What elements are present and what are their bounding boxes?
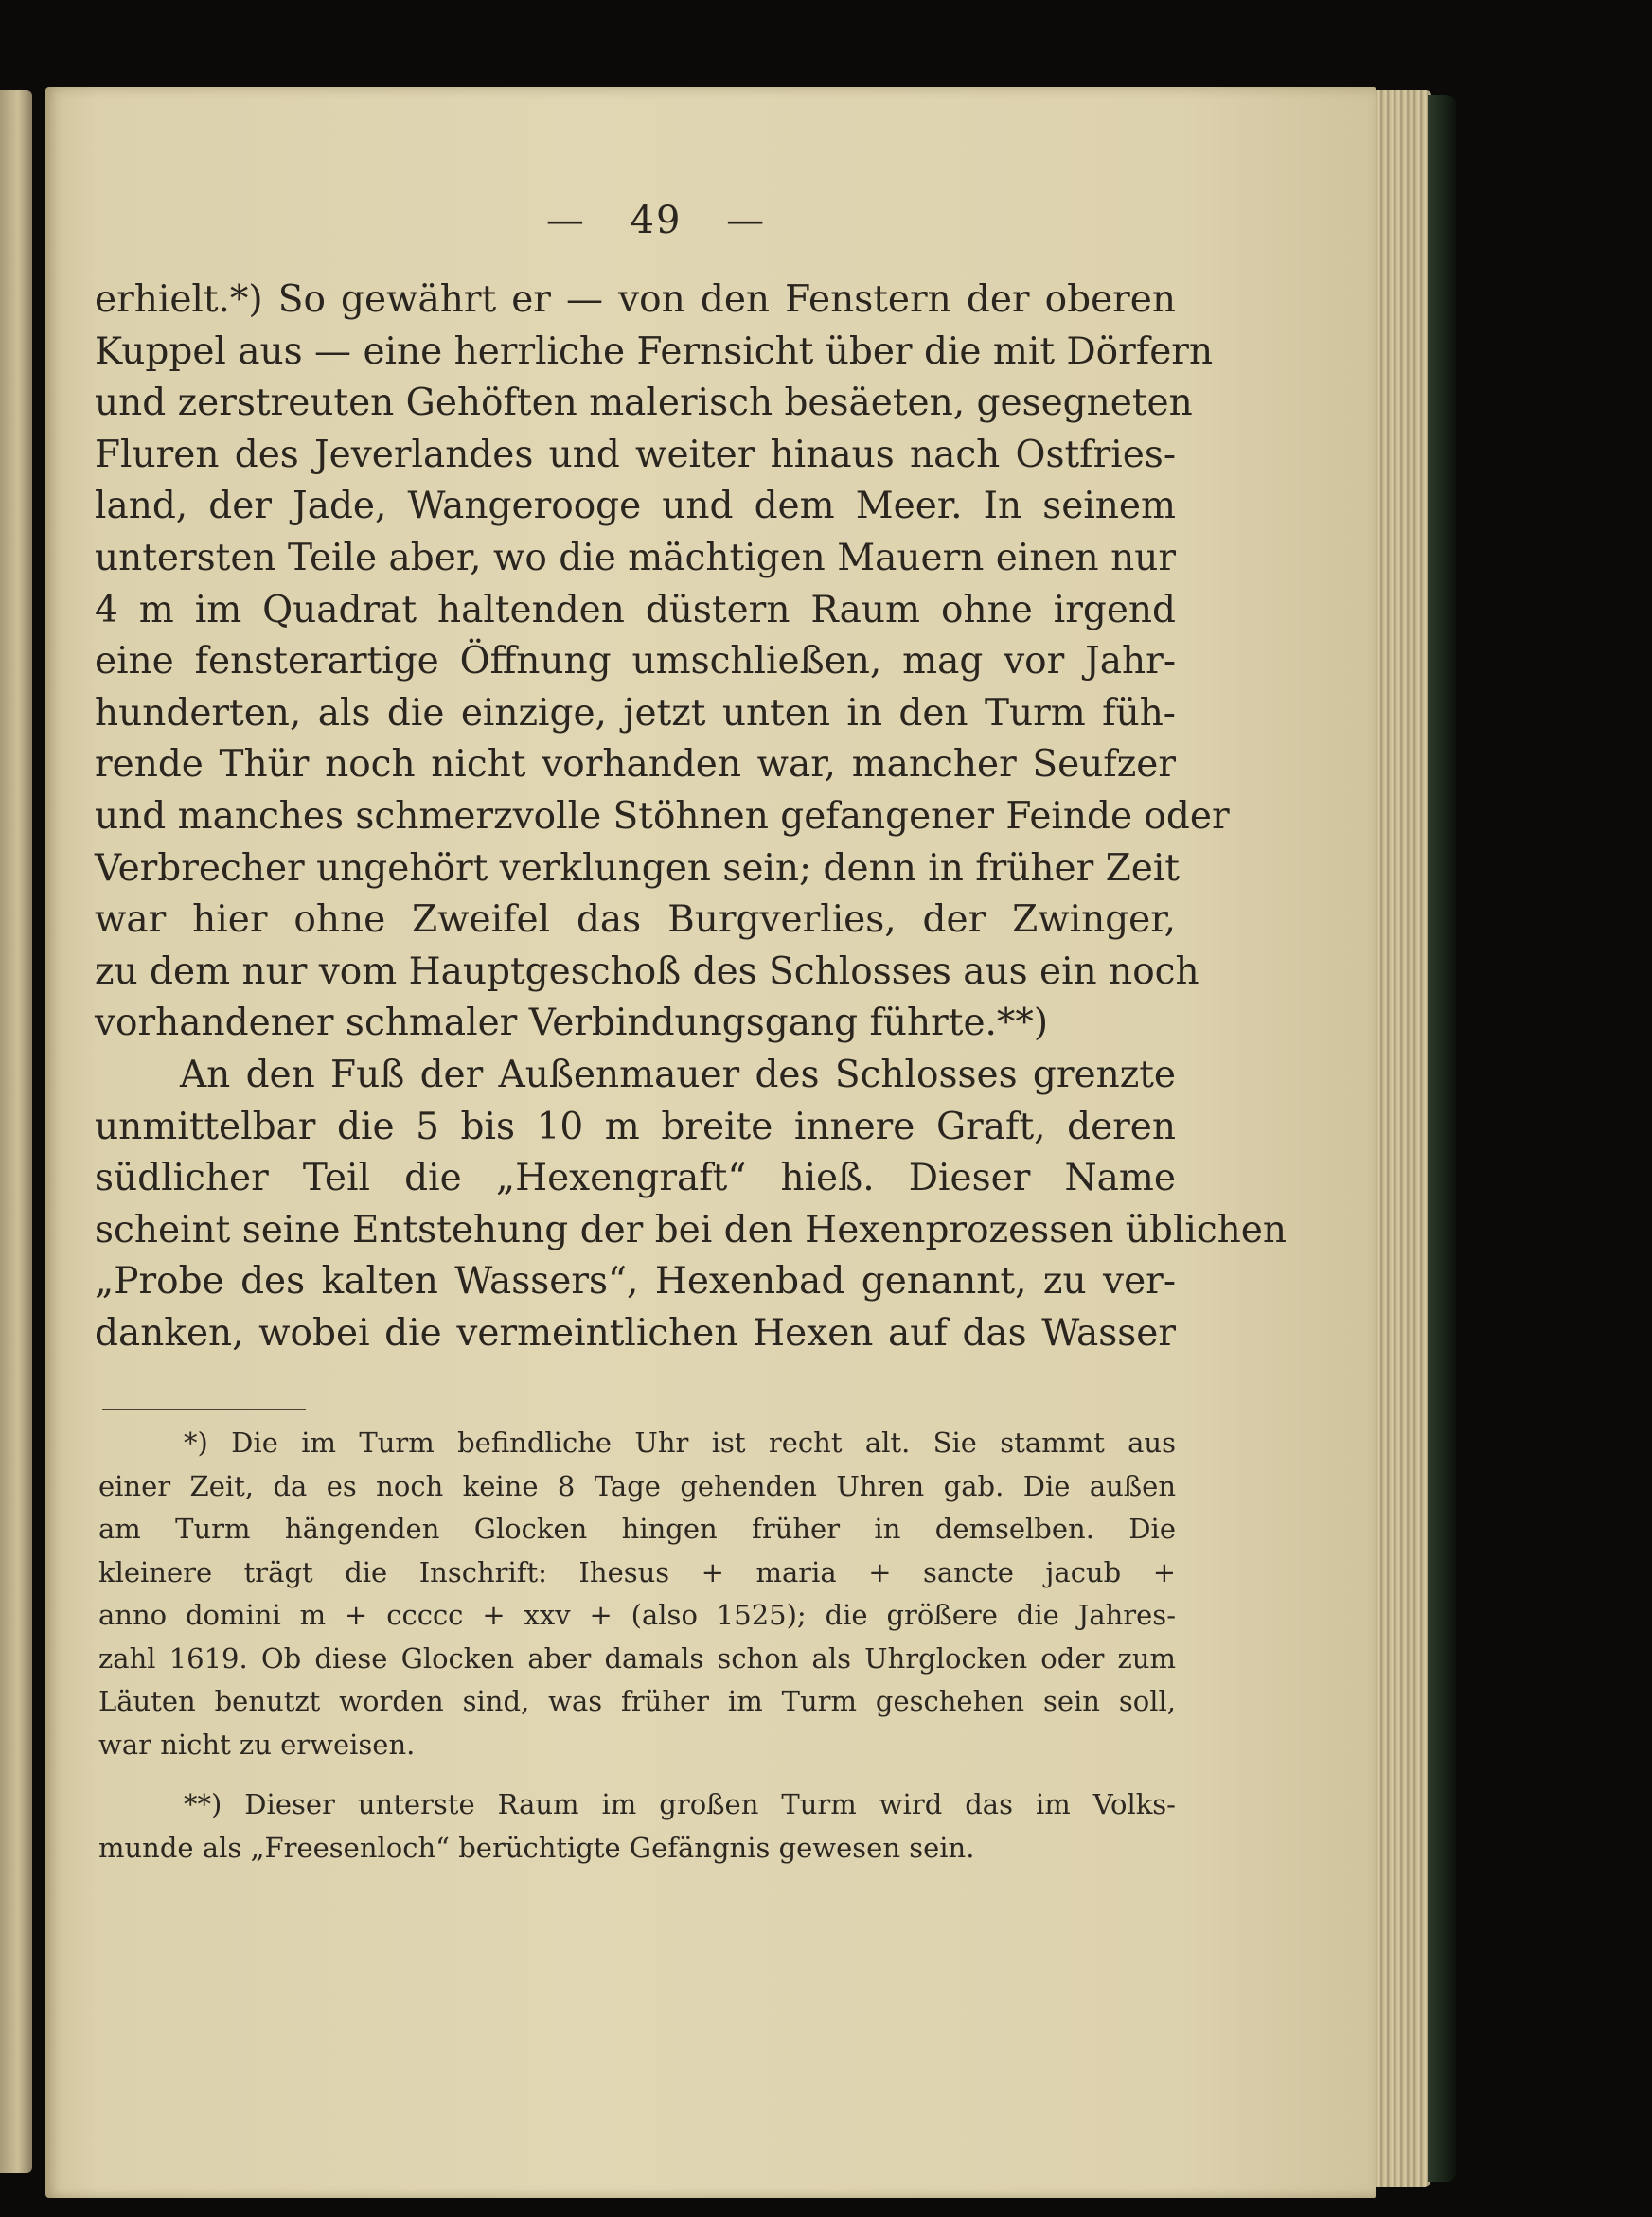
footnote-line: einer Zeit, da es noch keine 8 Tage gehenden Uhren gab. Die außen <box>98 1469 1176 1502</box>
footnotes <box>98 1422 1176 1870</box>
footnote-line: anno domini m + ccccc + xxv + (also 1525); die größere die Jahres- <box>98 1599 1176 1631</box>
text-line: Verbrecher ungehört verklungen sein; denn in früher Zeit <box>95 846 1180 890</box>
text-line: 4 m im Quadrat haltenden düstern Raum ohne irgend <box>95 588 1176 631</box>
footnote-line: kleinere trägt die Inschrift: Ihesus + maria + sancte jacub + <box>98 1555 1176 1588</box>
book-cover-edge <box>1428 95 1456 2182</box>
footnote-gap <box>98 1766 1176 1783</box>
book-page <box>45 87 1376 2198</box>
page-number: 49 <box>630 199 683 242</box>
text-line: erhielt.*) So gewährt er — von den Fenstern der oberen <box>95 278 1176 321</box>
text-line: scheint seine Entstehung der bei den Hexenprozessen üblichen <box>95 1208 1287 1251</box>
footnote-line: war nicht zu erweisen. <box>98 1728 416 1761</box>
footnote-line: munde als „Freesenloch“ berüchtigte Gefängnis gewesen sein. <box>98 1831 975 1864</box>
text-line: Kuppel aus — eine herrliche Fernsicht über die mit Dörfern <box>95 329 1214 373</box>
paragraph-start-line: An den Fuß der Außenmauer des Schlosses grenzte <box>180 1053 1176 1096</box>
footnote-line: am Turm hängenden Glocken hingen früher in demselben. Die <box>98 1513 1176 1545</box>
previous-page-edge <box>0 90 32 2173</box>
footnote-line: zahl 1619. Ob diese Glocken aber damals schon als Uhrglocken oder zum <box>98 1641 1176 1675</box>
text-line: und manches schmerzvolle Stöhnen gefangener Feinde oder <box>95 794 1230 838</box>
header-dash-right: — <box>726 199 767 242</box>
text-line: und zerstreuten Gehöften malerisch besäeten, gesegneten <box>95 381 1193 425</box>
text-line: untersten Teile aber, wo die mächtigen Mauern einen nur <box>95 536 1176 579</box>
text-line: unmittelbar die 5 bis 10 m breite innere Graft, deren <box>95 1105 1176 1148</box>
text-line: vorhandener schmaler Verbindungsgang führte.**) <box>95 1002 1049 1045</box>
page-header <box>45 199 1267 242</box>
header-dash-left: — <box>545 199 586 242</box>
footnote-2-start: **) Dieser unterste Raum im großen Turm wird das im Volks- <box>184 1788 1176 1820</box>
text-line: zu dem nur vom Hauptgeschoß des Schlosses aus ein noch <box>95 949 1199 993</box>
text-line: Fluren des Jeverlandes und weiter hinaus nach Ostfries- <box>95 433 1176 476</box>
text-line: südlicher Teil die „Hexengraft“ hieß. Dieser Name <box>95 1157 1176 1200</box>
footnote-1-start: *) Die im Turm befindliche Uhr ist recht alt. Sie stammt aus <box>184 1427 1176 1459</box>
footnote-line: Läuten benutzt worden sind, was früher im Turm geschehen sein soll, <box>98 1685 1176 1717</box>
text-line: hunderten, als die einzige, jetzt unten in den Turm füh- <box>95 691 1176 735</box>
text-line: eine fensterartige Öffnung umschließen, mag vor Jahr- <box>95 640 1176 683</box>
text-line: rende Thür noch nicht vorhanden war, mancher Seufzer <box>95 743 1176 787</box>
footnote-divider <box>102 1409 306 1410</box>
main-text <box>95 275 1287 1359</box>
text-line: danken, wobei die vermeintlichen Hexen auf das Wasser <box>95 1311 1176 1355</box>
text-line: „Probe des kalten Wassers“, Hexenbad genannt, zu ver- <box>95 1260 1176 1304</box>
text-line: land, der Jade, Wangerooge und dem Meer. In seinem <box>95 485 1176 528</box>
text-line: war hier ohne Zweifel das Burgverlies, der Zwinger, <box>95 898 1176 942</box>
